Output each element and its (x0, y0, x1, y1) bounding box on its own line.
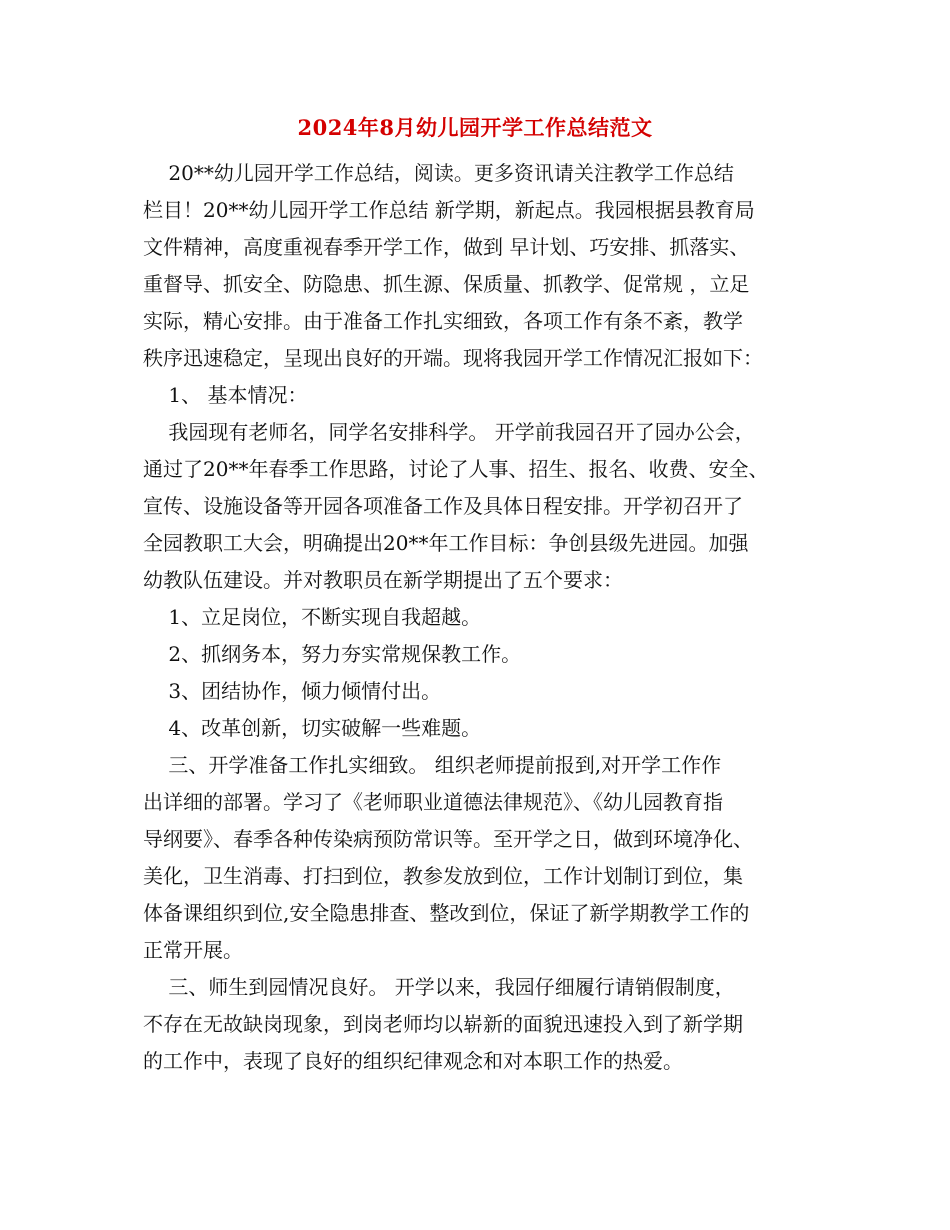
body-line: 全园教职工大会，明确提出20**年工作目标：争创县级先进园。加强 (143, 531, 749, 555)
list-item: 2、抓纲务本，努力夯实常规保教工作。 (143, 642, 522, 666)
body-line: 重督导、抓安全、防隐患、抓生源、保质量、抓教学、促常规 ，立足 (143, 272, 750, 296)
body-line: 20**幼儿园开学工作总结，阅读。更多资讯请关注教学工作总结 (143, 161, 734, 185)
section-heading: 三、开学准备工作扎实细致。 组织老师提前报到,对开学工作作 (143, 753, 722, 777)
list-item: 4、改革创新，切实破解一些难题。 (143, 716, 482, 740)
body-line: 栏目！20**幼儿园开学工作总结 新学期，新起点。我园根据县教育局 (143, 198, 755, 222)
body-line: 实际，精心安排。由于准备工作扎实细致，各项工作有条不紊，教学 (143, 309, 743, 333)
document-title: 2024年8月幼儿园开学工作总结范文 (297, 115, 653, 140)
body-line: 通过了20**年春季工作思路，讨论了人事、招生、报名、收费、安全、 (143, 457, 769, 481)
body-line: 我园现有老师名，同学名安排科学。 开学前我园召开了园办公会， (143, 420, 755, 444)
body-line: 文件精神，高度重视春季开学工作，做到 早计划、巧安排、抓落实、 (143, 235, 750, 259)
body-line: 幼教队伍建设。并对教职员在新学期提出了五个要求： (143, 568, 623, 592)
body-line: 不存在无故缺岗现象，到岗老师均以崭新的面貌迅速投入到了新学期 (143, 1012, 743, 1036)
body-line: 秩序迅速稳定，呈现出良好的开端。现将我园开学工作情况汇报如下： (143, 346, 763, 370)
body-line: 体备课组织到位,安全隐患排查、整改到位，保证了新学期教学工作的 (143, 901, 750, 925)
list-item: 3、团结协作，倾力倾情付出。 (143, 679, 442, 703)
body-line: 导纲要》、春季各种传染病预防常识等。至开学之日，做到环境净化、 (143, 827, 753, 851)
body-line: 的工作中，表现了良好的组织纪律观念和对本职工作的热爱。 (143, 1049, 683, 1073)
body-line: 宣传、设施设备等开园各项准备工作及具体日程安排。开学初召开了 (143, 494, 743, 518)
list-item: 1、立足岗位，不断实现自我超越。 (143, 605, 482, 629)
body-line: 出详细的部署。学习了《老师职业道德法律规范》、《幼儿园教育指 (143, 790, 723, 814)
body-line: 正常开展。 (143, 938, 243, 962)
section-heading: 三、师生到园情况良好。 开学以来，我园仔细履行请销假制度， (143, 975, 735, 999)
body-line: 美化，卫生消毒、打扫到位，教参发放到位，工作计划制订到位，集 (143, 864, 743, 888)
document-body (143, 155, 833, 1080)
section-heading: 1、 基本情况： (143, 383, 308, 407)
